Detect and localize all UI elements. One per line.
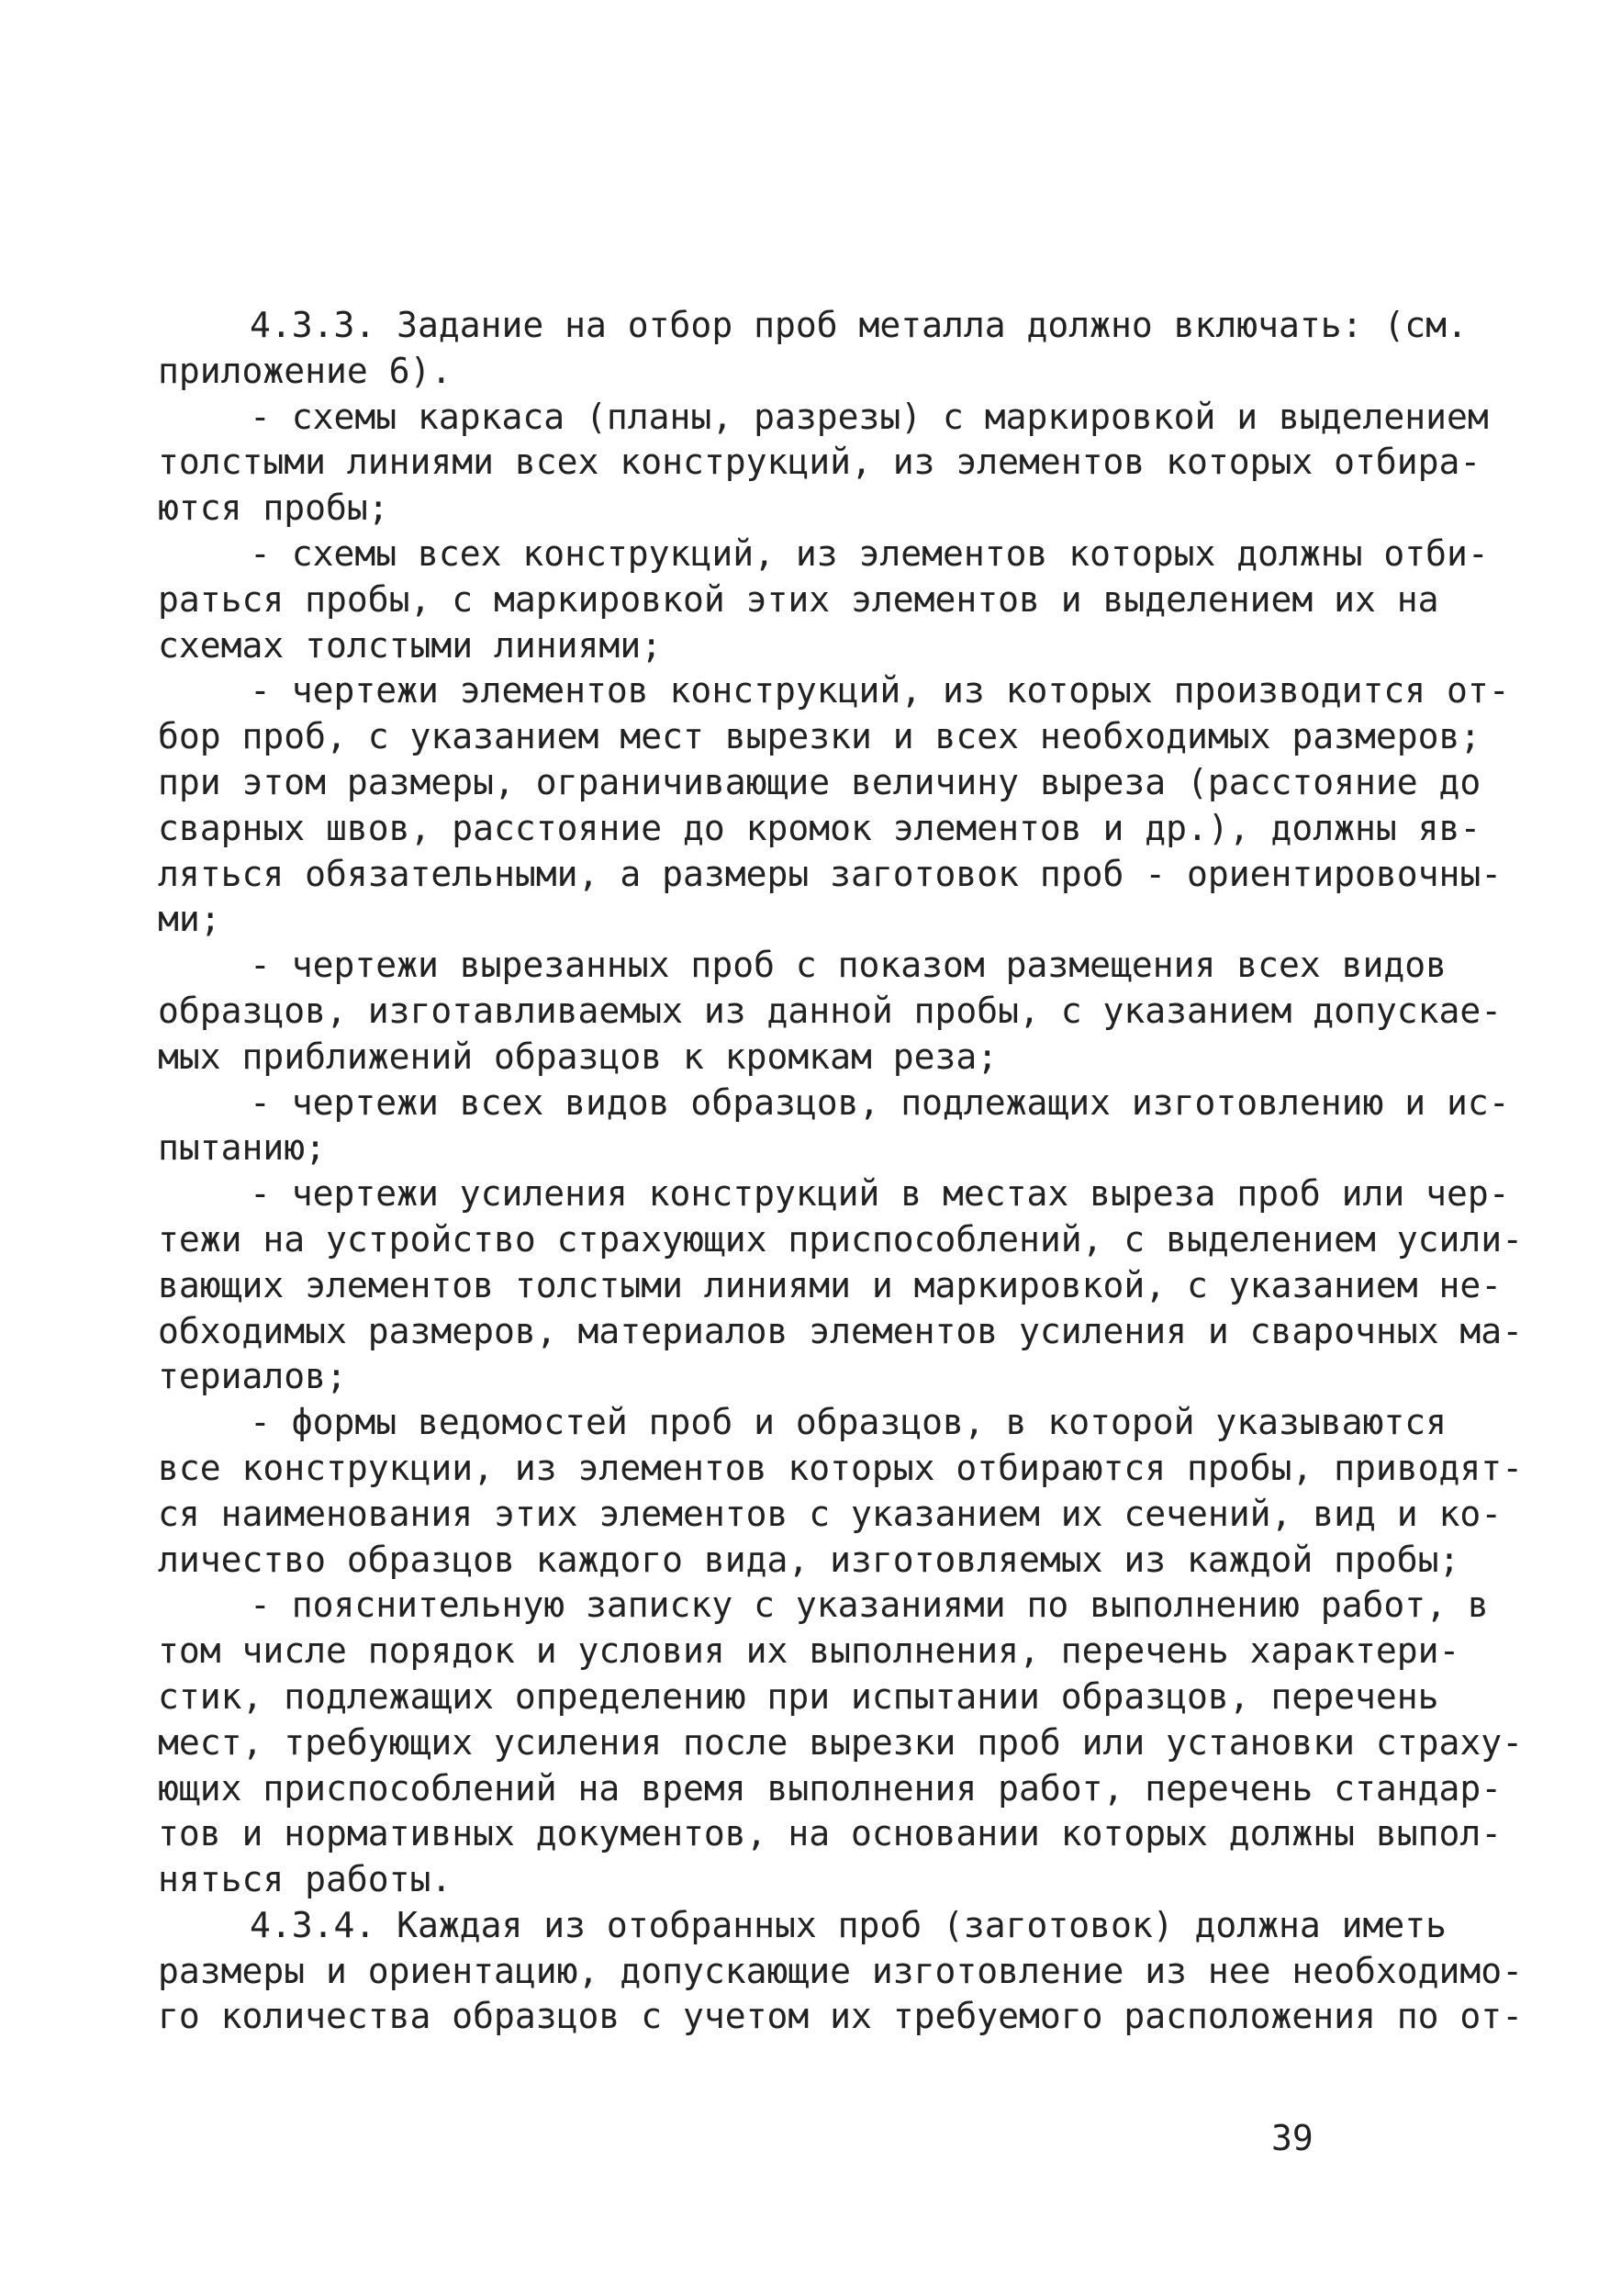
- text-line: - чертежи всех видов образцов, подлежащих изготовлению и ис-: [250, 1081, 1510, 1123]
- paragraph-4-3-3: [158, 303, 1468, 395]
- text-line: - схемы всех конструкций, из элементов которых должны отби-: [250, 532, 1489, 574]
- text-line: ющих приспособлений на время выполнения работ, перечень стандар-: [158, 1767, 1503, 1809]
- text-line: обходимых размеров, материалов элементов усиления и сварочных ма-: [158, 1310, 1524, 1351]
- text-line: няться работы.: [158, 1859, 453, 1900]
- text-line: вающих элементов толстыми линиями и маркировкой, с указанием не-: [158, 1264, 1503, 1305]
- list-item-frame-schemes: [158, 395, 1489, 532]
- text-line: ми;: [158, 899, 221, 940]
- text-line: раться пробы, с маркировкой этих элементов и выделением их на: [158, 578, 1439, 620]
- text-line: сварных швов, расстояние до кромок элементов и др.), должны яв-: [158, 807, 1481, 848]
- text-line: толстыми линиями всех конструкций, из элементов которых отбира-: [158, 442, 1481, 483]
- list-item-explanatory-note: [158, 1583, 1524, 1903]
- text-line: - чертежи элементов конструкций, из которых производится от-: [250, 670, 1510, 711]
- text-line: образцов, изготавливаемых из данной пробы, с указанием допускае-: [158, 990, 1503, 1031]
- text-block: [158, 303, 1524, 2040]
- text-line: все конструкции, из элементов которых отбираются пробы, приводят-: [158, 1447, 1524, 1488]
- text-line: 4.3.4. Каждая из отобранных проб (заготовок) должна иметь: [250, 1904, 1448, 1945]
- list-item-cut-sample-drawings: [158, 943, 1503, 1080]
- list-item-specimen-drawings: [158, 1081, 1510, 1172]
- text-line: стик, подлежащих определению при испытании образцов, перечень: [158, 1675, 1439, 1717]
- text-line: мых приближений образцов к кромкам реза;: [158, 1036, 999, 1077]
- text-line: - пояснительную записку с указаниями по выполнению работ, в: [250, 1585, 1489, 1626]
- text-line: том числе порядок и условия их выполнения, перечень характери-: [158, 1630, 1460, 1672]
- text-line: - чертежи вырезанных проб с показом размещения всех видов: [250, 945, 1448, 986]
- text-line: го количества образцов с учетом их требуемого расположения по от-: [158, 1996, 1524, 2037]
- list-item-reinforcement-drawings: [158, 1171, 1524, 1400]
- text-line: териалов;: [158, 1356, 347, 1397]
- text-line: ются пробы;: [158, 487, 389, 529]
- paragraph-4-3-4: [158, 1903, 1524, 2040]
- page-number: 39: [1271, 2118, 1314, 2158]
- list-item-element-drawings: [158, 668, 1510, 943]
- text-line: личество образцов каждого вида, изготовляемых из каждой пробы;: [158, 1539, 1460, 1580]
- list-item-statement-forms: [158, 1400, 1524, 1583]
- text-line: - чертежи усиления конструкций в местах выреза проб или чер-: [250, 1173, 1510, 1215]
- text-line: ся наименования этих элементов с указанием их сечений, вид и ко-: [158, 1493, 1503, 1534]
- text-line: - схемы каркаса (планы, разрезы) с маркировкой и выделением: [250, 396, 1489, 437]
- text-line: тежи на устройство страхующих приспособлений, с выделением усили-: [158, 1218, 1524, 1260]
- text-line: тов и нормативных документов, на основании которых должны выпол-: [158, 1813, 1503, 1854]
- text-line: ляться обязательными, а размеры заготовок проб - ориентировочны-: [158, 853, 1503, 894]
- text-line: пытанию;: [158, 1127, 327, 1169]
- text-line: при этом размеры, ограничивающие величину выреза (расстояние до: [158, 761, 1481, 802]
- list-item-structure-schemes: [158, 532, 1489, 668]
- text-line: бор проб, с указанием мест вырезки и всех необходимых размеров;: [158, 716, 1481, 757]
- text-line: схемах толстыми линиями;: [158, 624, 663, 666]
- text-line: приложение 6).: [158, 350, 453, 391]
- text-line: мест, требующих усиления после вырезки проб или установки страху-: [158, 1721, 1524, 1763]
- text-line: - формы ведомостей проб и образцов, в которой указываются: [250, 1402, 1448, 1443]
- text-line: 4.3.3. Задание на отбор проб металла должно включать: (см.: [250, 305, 1468, 345]
- text-line: размеры и ориентацию, допускающие изготовление из нее необходимо-: [158, 1950, 1524, 1991]
